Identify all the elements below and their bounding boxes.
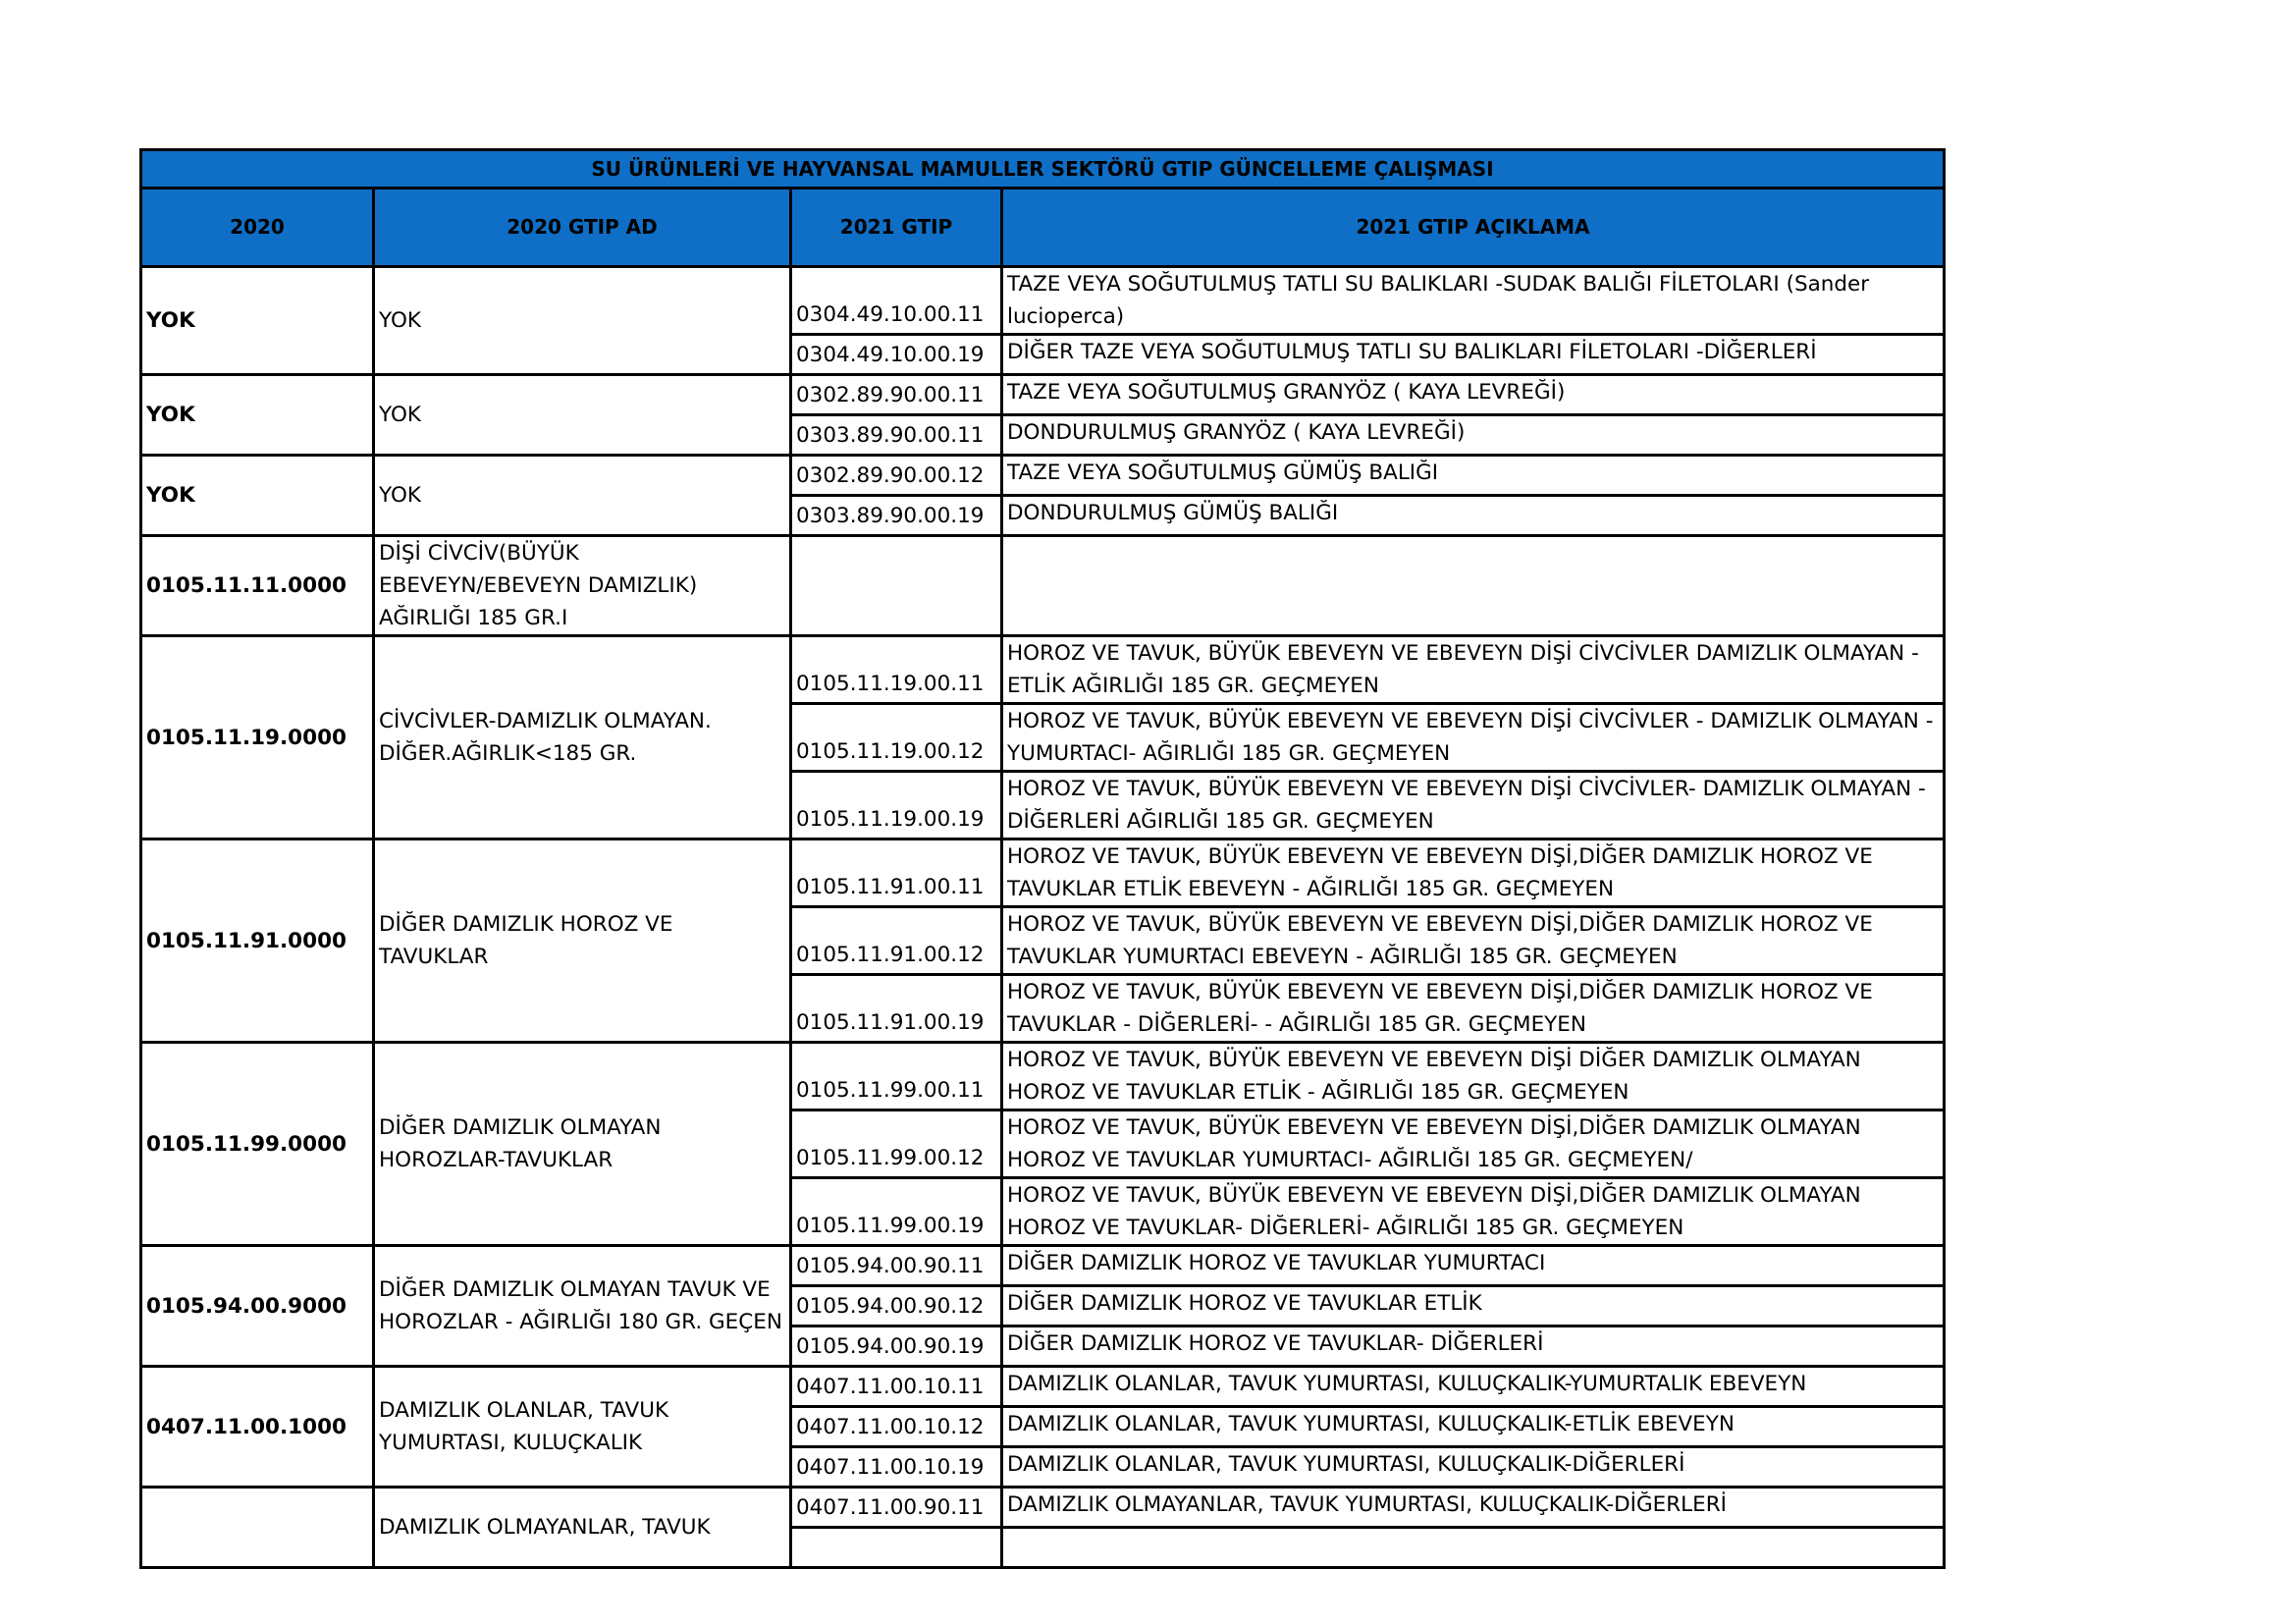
table-row (141, 1488, 1945, 1528)
code-2021-cell: 0302.89.90.00.11 (791, 375, 1002, 415)
name-2020-cell: DAMIZLIK OLANLAR, TAVUK YUMURTASI, KULUÇKALIK (374, 1367, 791, 1488)
header-row (141, 189, 1945, 267)
desc-2021-cell (1002, 536, 1945, 636)
code-2020-cell (141, 1488, 374, 1568)
gtip-table (139, 148, 1946, 1569)
table-row (141, 1246, 1945, 1286)
code-2021-cell: 0303.89.90.00.11 (791, 415, 1002, 456)
name-2020-cell: YOK (374, 456, 791, 536)
table-row (141, 456, 1945, 496)
code-2021-cell: 0105.11.99.00.11 (791, 1043, 1002, 1110)
desc-2021-cell: HOROZ VE TAVUK, BÜYÜK EBEVEYN VE EBEVEYN DİŞİ CİVCİVLER- DAMIZLIK OLMAYAN - DİĞERLERİ AĞIRLIĞI 185 GR. GEÇMEYEN (1002, 772, 1945, 839)
header-2021-gtip-aciklama: 2021 GTIP AÇIKLAMA (1002, 189, 1945, 267)
code-2021-cell: 0105.94.00.90.19 (791, 1326, 1002, 1367)
code-2021-cell: 0105.11.91.00.12 (791, 907, 1002, 975)
code-2020-cell: 0105.11.11.0000 (141, 536, 374, 636)
code-2021-cell: 0304.49.10.00.19 (791, 335, 1002, 375)
desc-2021-cell: HOROZ VE TAVUK, BÜYÜK EBEVEYN VE EBEVEYN DİŞİ DİĞER DAMIZLIK OLMAYAN HOROZ VE TAVUKLAR ETLİK - AĞIRLIĞI 185 GR. GEÇMEYEN (1002, 1043, 1945, 1110)
code-2021-cell: 0302.89.90.00.12 (791, 456, 1002, 496)
code-2021-cell: 0303.89.90.00.19 (791, 496, 1002, 536)
desc-2021-cell: HOROZ VE TAVUK, BÜYÜK EBEVEYN VE EBEVEYN DİŞİ CİVCİVLER DAMIZLIK OLMAYAN - ETLİK AĞIRLIĞI 185 GR. GEÇMEYEN (1002, 636, 1945, 704)
code-2020-cell: YOK (141, 267, 374, 375)
desc-2021-cell: TAZE VEYA SOĞUTULMUŞ GRANYÖZ ( KAYA LEVREĞİ) (1002, 375, 1945, 415)
code-2021-cell: 0105.11.91.00.19 (791, 975, 1002, 1043)
name-2020-cell: YOK (374, 375, 791, 456)
header-2021-gtip: 2021 GTIP (791, 189, 1002, 267)
desc-2021-cell: DAMIZLIK OLANLAR, TAVUK YUMURTASI, KULUÇKALIK-ETLİK EBEVEYN (1002, 1407, 1945, 1447)
desc-2021-cell: HOROZ VE TAVUK, BÜYÜK EBEVEYN VE EBEVEYN DİŞİ,DİĞER DAMIZLIK HOROZ VE TAVUKLAR YUMURTACI EBEVEYN - AĞIRLIĞI 185 GR. GEÇMEYEN (1002, 907, 1945, 975)
code-2020-cell: 0105.11.19.0000 (141, 636, 374, 839)
desc-2021-cell: DAMIZLIK OLMAYANLAR, TAVUK YUMURTASI, KULUÇKALIK-DİĞERLERİ (1002, 1488, 1945, 1528)
sheet-title: SU ÜRÜNLERİ VE HAYVANSAL MAMULLER SEKTÖRÜ GTIP GÜNCELLEME ÇALIŞMASI (141, 150, 1945, 189)
code-2021-cell: 0105.11.19.00.11 (791, 636, 1002, 704)
code-2021-cell: 0105.11.19.00.19 (791, 772, 1002, 839)
desc-2021-cell: DİĞER TAZE VEYA SOĞUTULMUŞ TATLI SU BALIKLARI FİLETOLARI -DİĞERLERİ (1002, 335, 1945, 375)
table-row (141, 636, 1945, 704)
title-row (141, 150, 1945, 189)
name-2020-cell: DİŞİ CİVCİV(BÜYÜK EBEVEYN/EBEVEYN DAMIZLIK) AĞIRLIĞI 185 GR.I (374, 536, 791, 636)
code-2021-cell: 0105.11.19.00.12 (791, 704, 1002, 772)
header-2020: 2020 (141, 189, 374, 267)
name-2020-cell: CİVCİVLER-DAMIZLIK OLMAYAN. DİĞER.AĞIRLIK<185 GR. (374, 636, 791, 839)
name-2020-cell: DİĞER DAMIZLIK HOROZ VE TAVUKLAR (374, 839, 791, 1043)
name-2020-cell: DİĞER DAMIZLIK OLMAYAN TAVUK VE HOROZLAR - AĞIRLIĞI 180 GR. GEÇEN (374, 1246, 791, 1367)
code-2020-cell: 0105.94.00.9000 (141, 1246, 374, 1367)
desc-2021-cell: HOROZ VE TAVUK, BÜYÜK EBEVEYN VE EBEVEYN DİŞİ,DİĞER DAMIZLIK OLMAYAN HOROZ VE TAVUKLAR- DİĞERLERİ- AĞIRLIĞI 185 GR. GEÇMEYEN (1002, 1178, 1945, 1246)
table-row (141, 839, 1945, 907)
code-2020-cell: 0105.11.99.0000 (141, 1043, 374, 1246)
desc-2021-cell: HOROZ VE TAVUK, BÜYÜK EBEVEYN VE EBEVEYN DİŞİ,DİĞER DAMIZLIK HOROZ VE TAVUKLAR - DİĞERLERİ- - AĞIRLIĞI 185 GR. GEÇMEYEN (1002, 975, 1945, 1043)
code-2021-cell: 0105.11.99.00.12 (791, 1110, 1002, 1178)
code-2020-cell: YOK (141, 456, 374, 536)
desc-2021-cell: DONDURULMUŞ GÜMÜŞ BALIĞI (1002, 496, 1945, 536)
desc-2021-cell: DAMIZLIK OLANLAR, TAVUK YUMURTASI, KULUÇKALIK-YUMURTALIK EBEVEYN (1002, 1367, 1945, 1407)
desc-2021-cell: DİĞER DAMIZLIK HOROZ VE TAVUKLAR- DİĞERLERİ (1002, 1326, 1945, 1367)
desc-2021-cell: HOROZ VE TAVUK, BÜYÜK EBEVEYN VE EBEVEYN DİŞİ,DİĞER DAMIZLIK OLMAYAN HOROZ VE TAVUKLAR YUMURTACI- AĞIRLIĞI 185 GR. GEÇMEYEN/ (1002, 1110, 1945, 1178)
desc-2021-cell: DONDURULMUŞ GRANYÖZ ( KAYA LEVREĞİ) (1002, 415, 1945, 456)
name-2020-cell: YOK (374, 267, 791, 375)
table-row (141, 536, 1945, 636)
desc-2021-cell: HOROZ VE TAVUK, BÜYÜK EBEVEYN VE EBEVEYN DİŞİ,DİĞER DAMIZLIK HOROZ VE TAVUKLAR ETLİK EBEVEYN - AĞIRLIĞI 185 GR. GEÇMEYEN (1002, 839, 1945, 907)
desc-2021-cell: DİĞER DAMIZLIK HOROZ VE TAVUKLAR YUMURTACI (1002, 1246, 1945, 1286)
desc-2021-cell: DİĞER DAMIZLIK HOROZ VE TAVUKLAR ETLİK (1002, 1286, 1945, 1326)
name-2020-cell: DAMIZLIK OLMAYANLAR, TAVUK (374, 1488, 791, 1568)
code-2021-cell: 0407.11.00.90.11 (791, 1488, 1002, 1528)
code-2021-cell: 0407.11.00.10.12 (791, 1407, 1002, 1447)
code-2021-cell: 0105.94.00.90.12 (791, 1286, 1002, 1326)
name-2020-cell: DİĞER DAMIZLIK OLMAYAN HOROZLAR-TAVUKLAR (374, 1043, 791, 1246)
desc-2021-cell: HOROZ VE TAVUK, BÜYÜK EBEVEYN VE EBEVEYN DİŞİ CİVCİVLER - DAMIZLIK OLMAYAN - YUMURTACI- AĞIRLIĞI 185 GR. GEÇMEYEN (1002, 704, 1945, 772)
desc-2021-cell: TAZE VEYA SOĞUTULMUŞ TATLI SU BALIKLARI -SUDAK BALIĞI FİLETOLARI (Sander lucioperca) (1002, 267, 1945, 335)
code-2020-cell: 0407.11.00.1000 (141, 1367, 374, 1488)
code-2020-cell: YOK (141, 375, 374, 456)
desc-2021-cell: TAZE VEYA SOĞUTULMUŞ GÜMÜŞ BALIĞI (1002, 456, 1945, 496)
code-2021-cell: 0105.11.99.00.19 (791, 1178, 1002, 1246)
header-2020-gtip-ad: 2020 GTIP AD (374, 189, 791, 267)
desc-2021-cell (1002, 1528, 1945, 1568)
table-row (141, 375, 1945, 415)
code-2021-cell (791, 536, 1002, 636)
table-row (141, 1367, 1945, 1407)
desc-2021-cell: DAMIZLIK OLANLAR, TAVUK YUMURTASI, KULUÇKALIK-DİĞERLERİ (1002, 1447, 1945, 1488)
code-2021-cell: 0407.11.00.10.19 (791, 1447, 1002, 1488)
code-2021-cell: 0407.11.00.10.11 (791, 1367, 1002, 1407)
code-2021-cell: 0105.94.00.90.11 (791, 1246, 1002, 1286)
spreadsheet-page (139, 148, 1943, 1540)
code-2020-cell: 0105.11.91.0000 (141, 839, 374, 1043)
table-row (141, 1043, 1945, 1110)
code-2021-cell (791, 1528, 1002, 1568)
table-row (141, 267, 1945, 335)
code-2021-cell: 0105.11.91.00.11 (791, 839, 1002, 907)
code-2021-cell: 0304.49.10.00.11 (791, 267, 1002, 335)
